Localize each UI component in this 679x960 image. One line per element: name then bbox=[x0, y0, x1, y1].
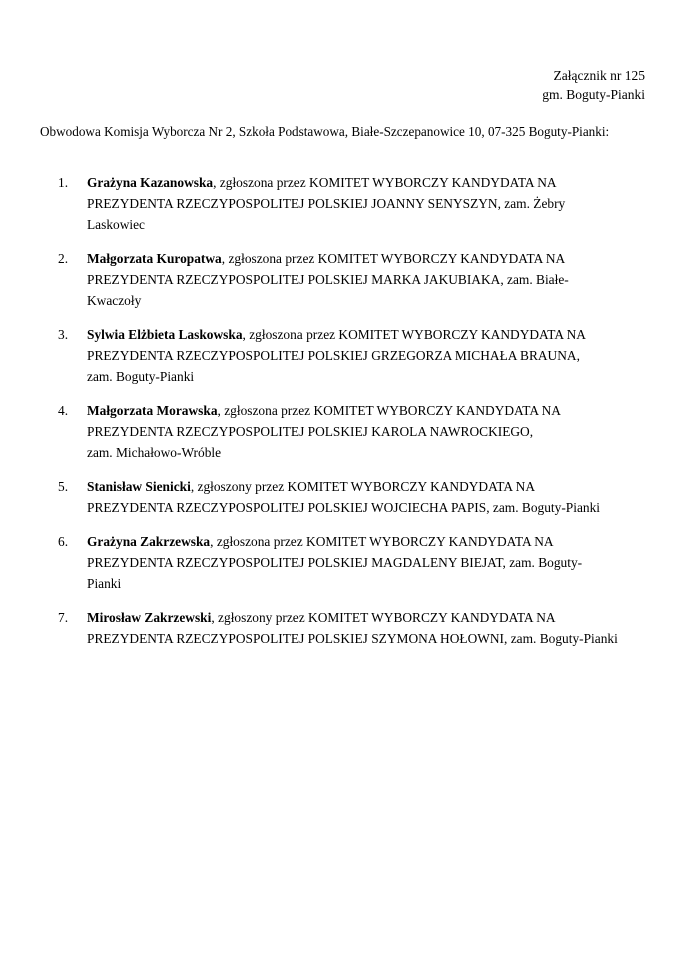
annex-reference-block bbox=[0, 66, 645, 104]
candidate-number: 2. bbox=[58, 251, 69, 266]
candidate-entry bbox=[40, 324, 645, 387]
candidate-nomination-text: , zgłoszona przez KOMITET WYBORCZY KANDYDATA NA bbox=[217, 403, 561, 418]
candidate-nomination-text: , zgłoszony przez KOMITET WYBORCZY KANDYDATA NA bbox=[211, 610, 556, 625]
candidate-entry bbox=[40, 248, 645, 311]
candidate-line-3: Pianki bbox=[87, 576, 122, 591]
candidate-nomination-text: , zgłoszona przez KOMITET WYBORCZY KANDYDATA NA bbox=[221, 251, 566, 266]
candidate-entry bbox=[40, 172, 645, 235]
candidate-entry bbox=[40, 400, 645, 463]
candidate-number: 7. bbox=[58, 610, 69, 625]
candidate-line-1 bbox=[87, 607, 645, 628]
candidate-number: 1. bbox=[58, 175, 69, 190]
candidate-line-2: PREZYDENTA RZECZYPOSPOLITEJ POLSKIEJ WOJCIECHA PAPIS, zam. Boguty-Pianki bbox=[87, 500, 601, 515]
candidate-line-1 bbox=[87, 248, 645, 269]
candidate-nomination-text: , zgłoszona przez KOMITET WYBORCZY KANDYDATA NA bbox=[210, 534, 554, 549]
candidate-line-3: Kwaczoły bbox=[87, 293, 142, 308]
annex-number: Załącznik nr 125 bbox=[553, 68, 645, 83]
candidate-nomination-text: , zgłoszona przez KOMITET WYBORCZY KANDYDATA NA bbox=[242, 327, 586, 342]
candidate-line-1 bbox=[87, 400, 645, 421]
candidate-name: Stanisław Sienicki bbox=[87, 479, 191, 494]
candidate-line-2: PREZYDENTA RZECZYPOSPOLITEJ POLSKIEJ MARKA JAKUBIAKA, zam. Białe- bbox=[87, 272, 569, 287]
candidate-line-2: PREZYDENTA RZECZYPOSPOLITEJ POLSKIEJ GRZEGORZA MICHAŁA BRAUNA, bbox=[87, 348, 580, 363]
candidate-line-1 bbox=[87, 324, 645, 345]
candidate-name: Sylwia Elżbieta Laskowska bbox=[87, 327, 243, 342]
candidate-line-3: zam. Boguty-Pianki bbox=[87, 369, 195, 384]
candidate-nomination-text: , zgłoszony przez KOMITET WYBORCZY KANDYDATA NA bbox=[190, 479, 535, 494]
candidate-name: Małgorzata Morawska bbox=[87, 403, 218, 418]
annex-municipality: gm. Boguty-Pianki bbox=[542, 87, 645, 102]
candidate-line-1 bbox=[87, 531, 645, 552]
commission-heading: Obwodowa Komisja Wyborcza Nr 2, Szkoła Podstawowa, Białe-Szczepanowice 10, 07-325 Boguty-Pianki: bbox=[40, 124, 610, 139]
candidate-number: 6. bbox=[58, 534, 69, 549]
candidate-line-1 bbox=[87, 172, 645, 193]
candidate-line-1 bbox=[87, 476, 645, 497]
candidate-number: 5. bbox=[58, 479, 69, 494]
candidate-name: Grażyna Zakrzewska bbox=[87, 534, 211, 549]
candidate-line-3: Laskowiec bbox=[87, 217, 146, 232]
candidate-line-2: PREZYDENTA RZECZYPOSPOLITEJ POLSKIEJ SZYMONA HOŁOWNI, zam. Boguty-Pianki bbox=[87, 631, 618, 646]
candidate-name: Mirosław Zakrzewski bbox=[87, 610, 212, 625]
candidate-entry bbox=[40, 607, 645, 649]
candidate-name: Małgorzata Kuropatwa bbox=[87, 251, 222, 266]
candidate-number: 4. bbox=[58, 403, 69, 418]
candidate-line-2: PREZYDENTA RZECZYPOSPOLITEJ POLSKIEJ KAROLA NAWROCKIEGO, bbox=[87, 424, 534, 439]
candidate-line-3: zam. Michałowo-Wróble bbox=[87, 445, 222, 460]
candidate-list bbox=[40, 172, 645, 649]
candidate-nomination-text: , zgłoszona przez KOMITET WYBORCZY KANDYDATA NA bbox=[213, 175, 557, 190]
candidate-entry bbox=[40, 476, 645, 518]
candidate-name: Grażyna Kazanowska bbox=[87, 175, 214, 190]
candidate-line-2: PREZYDENTA RZECZYPOSPOLITEJ POLSKIEJ MAGDALENY BIEJAT, zam. Boguty- bbox=[87, 555, 583, 570]
candidate-line-2: PREZYDENTA RZECZYPOSPOLITEJ POLSKIEJ JOANNY SENYSZYN, zam. Żebry bbox=[87, 196, 566, 211]
candidate-number: 3. bbox=[58, 327, 69, 342]
candidate-entry bbox=[40, 531, 645, 594]
